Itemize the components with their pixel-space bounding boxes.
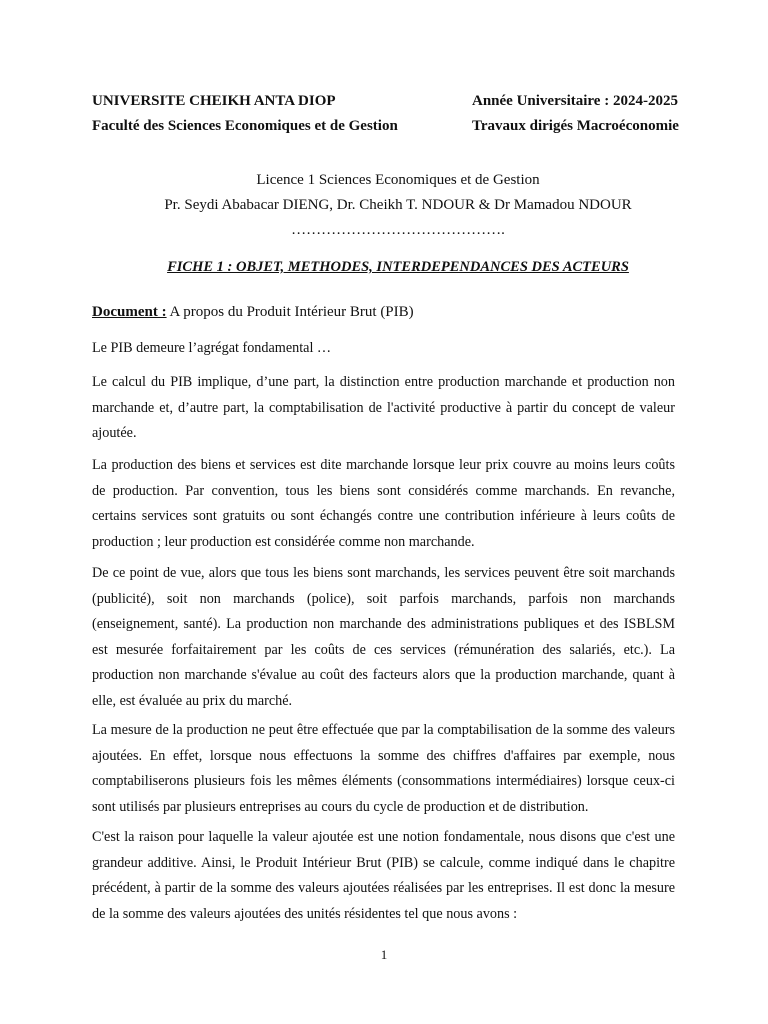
program-line: Licence 1 Sciences Economiques et de Gestion bbox=[256, 172, 540, 188]
header-row-1 bbox=[92, 92, 692, 110]
page-number: 1 bbox=[380, 947, 388, 962]
paragraph-4: De ce point de vue, alors que tous les biens sont marchands, les services peuvent être soit marchands (publicité), soit non marchands (police), soit parfois marchands, parfois non marchands (enseignement, santé). La production non marchande des administrations publiques et des ISBLSM est mesurée forfaitairement par les coûts de ces services (rémunération des salariés, etc.). La production non marchande s'évalue au coût des facteurs alors que la production marchande, quant à elle, est évaluée au prix du marché. bbox=[92, 565, 675, 709]
course-type: Travaux dirigés Macroéconomie bbox=[472, 118, 679, 134]
paragraph-2: Le calcul du PIB implique, d’une part, la distinction entre production marchande et production non marchande et, d’autre part, la comptabilisation de l'activité productive à partir du concept de valeur ajoutée. bbox=[92, 374, 675, 441]
paragraph-3: La production des biens et services est dite marchande lorsque leur prix couvre au moins leurs coûts de production. Par convention, tous les biens sont considérés comme marchands. En revanche, certains services sont gratuits ou sont échangés contre une contribution inférieure à leurs coûts de production ; leur production est considérée comme non marchande. bbox=[92, 457, 675, 550]
header-row-2 bbox=[92, 117, 692, 135]
paragraph-6: C'est la raison pour laquelle la valeur ajoutée est une notion fondamentale, nous disons que c'est une grandeur additive. Ainsi, le Produit Intérieur Brut (PIB) se calcule, comme indiqué dans le chapitre précédent, à partir de la somme des valeurs ajoutées réalisées par les entreprises. Il est donc la mesure de la somme des valeurs ajoutées des unités résidentes tel que nous avons : bbox=[92, 829, 675, 922]
university-name: UNIVERSITE CHEIKH ANTA DIOP bbox=[92, 93, 336, 109]
separator-line: ……………………………………. bbox=[291, 222, 505, 238]
document-title: A propos du Produit Intérieur Brut (PIB) bbox=[166, 304, 414, 320]
instructors-line: Pr. Seydi Ababacar DIENG, Dr. Cheikh T. NDOUR & Dr Mamadou NDOUR bbox=[164, 197, 632, 213]
paragraph-5: La mesure de la production ne peut être effectuée que par la comptabilisation de la somme des valeurs ajoutées. En effet, lorsque nous effectuons la somme des chiffres d'affaires par exemple, nous comptabiliserons plusieurs fois les mêmes éléments (consommations intermédiaires) lorsque ceux-ci sont utilisés par plusieurs entreprises au cours du cycle de production et de distribution. bbox=[92, 722, 675, 815]
paragraph-1: Le PIB demeure l’agrégat fondamental … bbox=[92, 340, 332, 356]
fiche-title: FICHE 1 : OBJET, METHODES, INTERDEPENDANCES DES ACTEURS bbox=[167, 259, 629, 275]
academic-year: Année Universitaire : 2024-2025 bbox=[472, 93, 678, 109]
document-heading bbox=[92, 304, 414, 321]
document-label: Document : bbox=[92, 304, 167, 320]
faculty-name: Faculté des Sciences Economiques et de Gestion bbox=[92, 118, 398, 134]
